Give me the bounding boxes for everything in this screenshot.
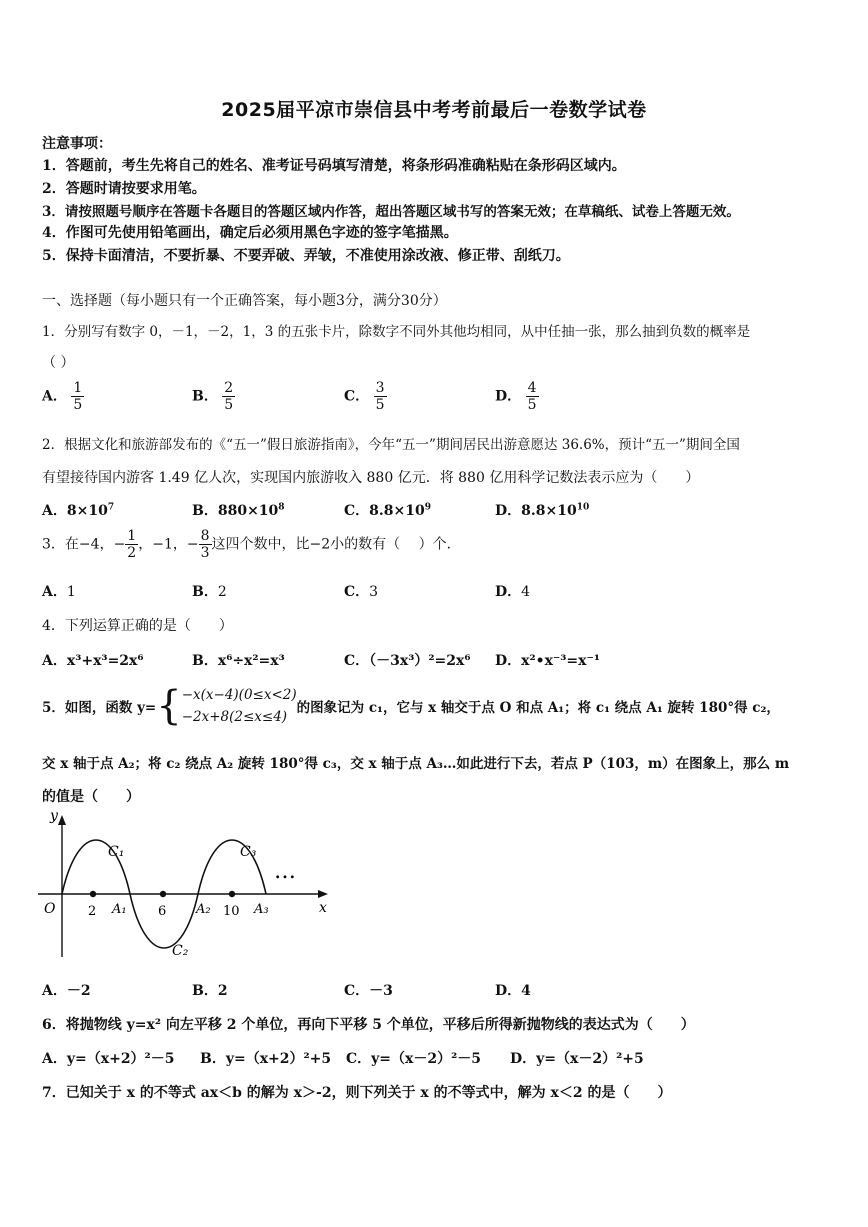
option-label: B． bbox=[192, 983, 218, 999]
option-label: A． bbox=[42, 983, 67, 999]
q3-number: −4， bbox=[78, 536, 114, 553]
option-label: B． bbox=[192, 388, 218, 405]
ellipsis: … bbox=[274, 859, 298, 884]
q2-option-c bbox=[344, 500, 431, 520]
option-base: 8×10 bbox=[66, 503, 108, 519]
option-label: B． bbox=[192, 503, 218, 519]
q3-sep: ， bbox=[138, 536, 153, 553]
fraction bbox=[199, 528, 212, 561]
option-label: B． bbox=[192, 653, 218, 669]
y-axis-arrow-icon bbox=[58, 815, 66, 825]
numerator: 1 bbox=[73, 380, 83, 396]
q4-option-c bbox=[344, 650, 470, 670]
option-label: C． bbox=[344, 983, 370, 999]
option-text: －3 bbox=[369, 983, 393, 999]
q5-option-d bbox=[495, 980, 531, 1000]
curve-label-c1: C₁ bbox=[108, 844, 125, 860]
numerator: 8 bbox=[200, 528, 210, 544]
curve-c2 bbox=[130, 894, 198, 948]
option-label: D． bbox=[495, 388, 522, 405]
q5-suffix: 的图象记为 c₁，它与 x 轴交于点 O 和点 A₁；将 c₁ 绕点 A₁ 旋转 180°得 c₂， bbox=[296, 700, 780, 716]
point-label-a3: A₃ bbox=[254, 902, 269, 917]
q6-option-b bbox=[200, 1048, 331, 1068]
tick-dot bbox=[229, 891, 235, 897]
option-exponent: 10 bbox=[576, 502, 590, 513]
denominator: 5 bbox=[73, 397, 83, 414]
q1-option-d bbox=[495, 380, 539, 413]
question-5-stem-2: 交 x 轴于点 A₂；将 c₂ 绕点 A₂ 旋转 180°得 c₃，交 x 轴于点 A₃…如此进行下去，若点 P（103，m）在图象上，那么 m bbox=[42, 756, 790, 772]
q3-option-b bbox=[192, 581, 227, 601]
point-label-a2: A₂ bbox=[196, 902, 211, 917]
option-label: D． bbox=[495, 584, 522, 600]
option-base: 8.8×10 bbox=[369, 503, 425, 519]
notes-heading: 注意事项： bbox=[42, 136, 112, 152]
denominator: 5 bbox=[375, 397, 385, 414]
q2-option-d bbox=[495, 500, 589, 520]
question-7-stem: 7．已知关于 x 的不等式 ax＜b 的解为 x＞-2，则下列关于 x 的不等式中，解为 x＜2 的是（ ） bbox=[42, 1085, 672, 1101]
brace-icon: { bbox=[156, 683, 182, 729]
option-label: A． bbox=[42, 584, 67, 600]
option-exponent: 7 bbox=[107, 502, 115, 513]
q3-option-c bbox=[344, 581, 378, 601]
option-label: C． bbox=[344, 388, 370, 405]
origin-label: O bbox=[44, 901, 56, 917]
question-2-stem-2: 有望接待国内游客 1.49 亿人次，实现国内旅游收入 880 亿元．将 880 亿用科学记数法表示应为（ ） bbox=[42, 470, 700, 486]
question-6-stem: 6．将抛物线 y=x² 向左平移 2 个单位，再向下平移 5 个单位，平移后所得新抛物线的表达式为（ ） bbox=[42, 1017, 695, 1033]
q1-option-a bbox=[42, 380, 84, 413]
option-text: y=（x+2）²+5 bbox=[225, 1051, 332, 1067]
x-axis-arrow-icon bbox=[318, 890, 328, 898]
tick-label: 2 bbox=[88, 904, 97, 919]
option-base: 880×10 bbox=[217, 503, 279, 519]
page-title: 2025届平凉市崇信县中考考前最后一卷数学试卷 bbox=[221, 99, 647, 121]
denominator: 3 bbox=[200, 545, 210, 562]
question-5-stem-3: 的值是（ ） bbox=[42, 789, 140, 805]
q3-option-d bbox=[495, 581, 530, 601]
question-3-stem bbox=[42, 528, 461, 561]
option-text: 2 bbox=[217, 983, 228, 999]
denominator: 2 bbox=[127, 545, 137, 562]
q3-compare: −2 bbox=[309, 536, 331, 553]
q5-option-a bbox=[42, 980, 91, 1000]
q3-prefix: 3．在 bbox=[42, 536, 79, 553]
piecewise-function bbox=[182, 684, 297, 728]
option-label: D． bbox=[495, 983, 522, 999]
question-5-stem bbox=[42, 684, 780, 728]
q1-option-c bbox=[344, 380, 387, 413]
option-text: 4 bbox=[521, 584, 531, 600]
q5-option-b bbox=[192, 980, 228, 1000]
note-item: 2．答题时请按要求用笔。 bbox=[42, 181, 206, 197]
note-item: 4．作图可先使用铅笔画出，确定后必须用黑色字迹的签字笔描黑。 bbox=[42, 225, 458, 241]
q6-option-c bbox=[346, 1048, 481, 1068]
option-text: （－3x³）²=2x⁶ bbox=[369, 653, 471, 669]
q6-option-a bbox=[42, 1048, 174, 1068]
option-exponent: 9 bbox=[424, 502, 431, 513]
q3-suffix: 这四个数中，比 bbox=[211, 536, 310, 553]
q5-option-c bbox=[344, 980, 393, 1000]
tick-dot bbox=[160, 891, 166, 897]
fraction bbox=[526, 380, 539, 413]
option-label: A． bbox=[42, 653, 67, 669]
tick-dot bbox=[90, 891, 96, 897]
q2-option-a bbox=[42, 500, 114, 520]
q4-option-d bbox=[495, 650, 600, 670]
numerator: 2 bbox=[224, 380, 234, 396]
option-label: D． bbox=[495, 503, 522, 519]
option-text: x³+x³=2x⁶ bbox=[66, 653, 144, 669]
option-label: D． bbox=[510, 1051, 537, 1067]
tick-label: 6 bbox=[158, 904, 167, 919]
q3-option-a bbox=[42, 581, 76, 601]
function-graph bbox=[38, 812, 338, 962]
option-label: B． bbox=[200, 1051, 226, 1067]
x-axis-label: x bbox=[319, 900, 327, 916]
option-text: y=（x+2）²－5 bbox=[66, 1051, 175, 1067]
option-label: C． bbox=[344, 503, 370, 519]
option-text: 1 bbox=[66, 584, 76, 600]
y-axis-label: y bbox=[50, 812, 58, 824]
denominator: 5 bbox=[224, 397, 234, 414]
q2-option-b bbox=[192, 500, 285, 520]
curve-label-c3: C₃ bbox=[240, 844, 257, 860]
option-text: x²•x⁻³=x⁻¹ bbox=[521, 653, 601, 669]
q4-option-b bbox=[192, 650, 285, 670]
option-text: 4 bbox=[521, 983, 531, 999]
piece-1: −x(x−4)(0≤x<2) bbox=[181, 687, 297, 703]
option-label: A． bbox=[42, 1051, 67, 1067]
option-label: C． bbox=[344, 584, 370, 600]
question-2-stem: 2．根据文化和旅游部发布的《“五一”假日旅游指南》，今年“五一”期间居民出游意愿达 36.6%，预计“五一”期间全国 bbox=[42, 437, 740, 453]
option-label: D． bbox=[495, 653, 522, 669]
option-text: －2 bbox=[66, 983, 91, 999]
option-text: y=（x－2）²－5 bbox=[371, 1051, 481, 1067]
fraction bbox=[222, 380, 235, 413]
fraction bbox=[71, 380, 84, 413]
option-label: A． bbox=[42, 503, 67, 519]
point-label-a1: A₁ bbox=[112, 902, 127, 917]
q3-number: −1， bbox=[152, 536, 187, 553]
fraction bbox=[125, 528, 138, 561]
option-text: y=（x－2）²+5 bbox=[536, 1051, 644, 1067]
q5-prefix: 5．如图，函数 y= bbox=[42, 700, 157, 716]
note-item: 5．保持卡面清洁，不要折暴、不要弄破、弄皱，不准使用涂改液、修正带、刮纸刀。 bbox=[42, 248, 570, 264]
note-item: 1．答题前，考生先将自己的姓名、准考证号码填写清楚，将条形码准确粘贴在条形码区域内。 bbox=[42, 158, 626, 174]
note-item: 3．请按照题号顺序在答题卡各题目的答题区域内作答，超出答题区域书写的答案无效；在草稿纸、试卷上答题无效。 bbox=[42, 204, 740, 220]
option-text: 3 bbox=[369, 584, 379, 600]
curve-label-c2: C₂ bbox=[172, 943, 189, 959]
question-1-stem: 1．分别写有数字 0，－1，－2，1，3 的五张卡片，除数字不同外其他均相同，从中任抽一张，那么抽到负数的概率是 bbox=[42, 324, 751, 340]
numerator: 1 bbox=[127, 528, 137, 544]
q3-suffix-2: 小的数有（ ）个． bbox=[330, 536, 461, 553]
section-heading: 一、选择题（每小题只有一个正确答案，每小题3分，满分30分） bbox=[42, 293, 447, 309]
question-4-stem: 4．下列运算正确的是（ ） bbox=[42, 618, 233, 634]
piece-2: −2x+8(2≤x≤4) bbox=[181, 709, 288, 725]
option-label: C． bbox=[344, 653, 370, 669]
tick-label: 10 bbox=[223, 904, 240, 919]
q1-option-b bbox=[192, 380, 235, 413]
option-base: 8.8×10 bbox=[521, 503, 577, 519]
denominator: 5 bbox=[527, 397, 537, 414]
q3-minus: − bbox=[186, 536, 199, 553]
numerator: 3 bbox=[375, 380, 385, 396]
question-1-paren: （ ） bbox=[42, 355, 75, 371]
option-exponent: 8 bbox=[278, 502, 285, 513]
q6-option-d bbox=[510, 1048, 644, 1068]
option-text: x⁶÷x²=x³ bbox=[217, 653, 285, 669]
q3-minus: − bbox=[113, 536, 126, 553]
option-label: C． bbox=[346, 1051, 372, 1067]
option-label: A． bbox=[42, 388, 67, 405]
numerator: 4 bbox=[527, 380, 537, 396]
q4-option-a bbox=[42, 650, 144, 670]
option-text: 2 bbox=[217, 584, 227, 600]
fraction bbox=[374, 380, 387, 413]
option-label: B． bbox=[192, 584, 218, 600]
